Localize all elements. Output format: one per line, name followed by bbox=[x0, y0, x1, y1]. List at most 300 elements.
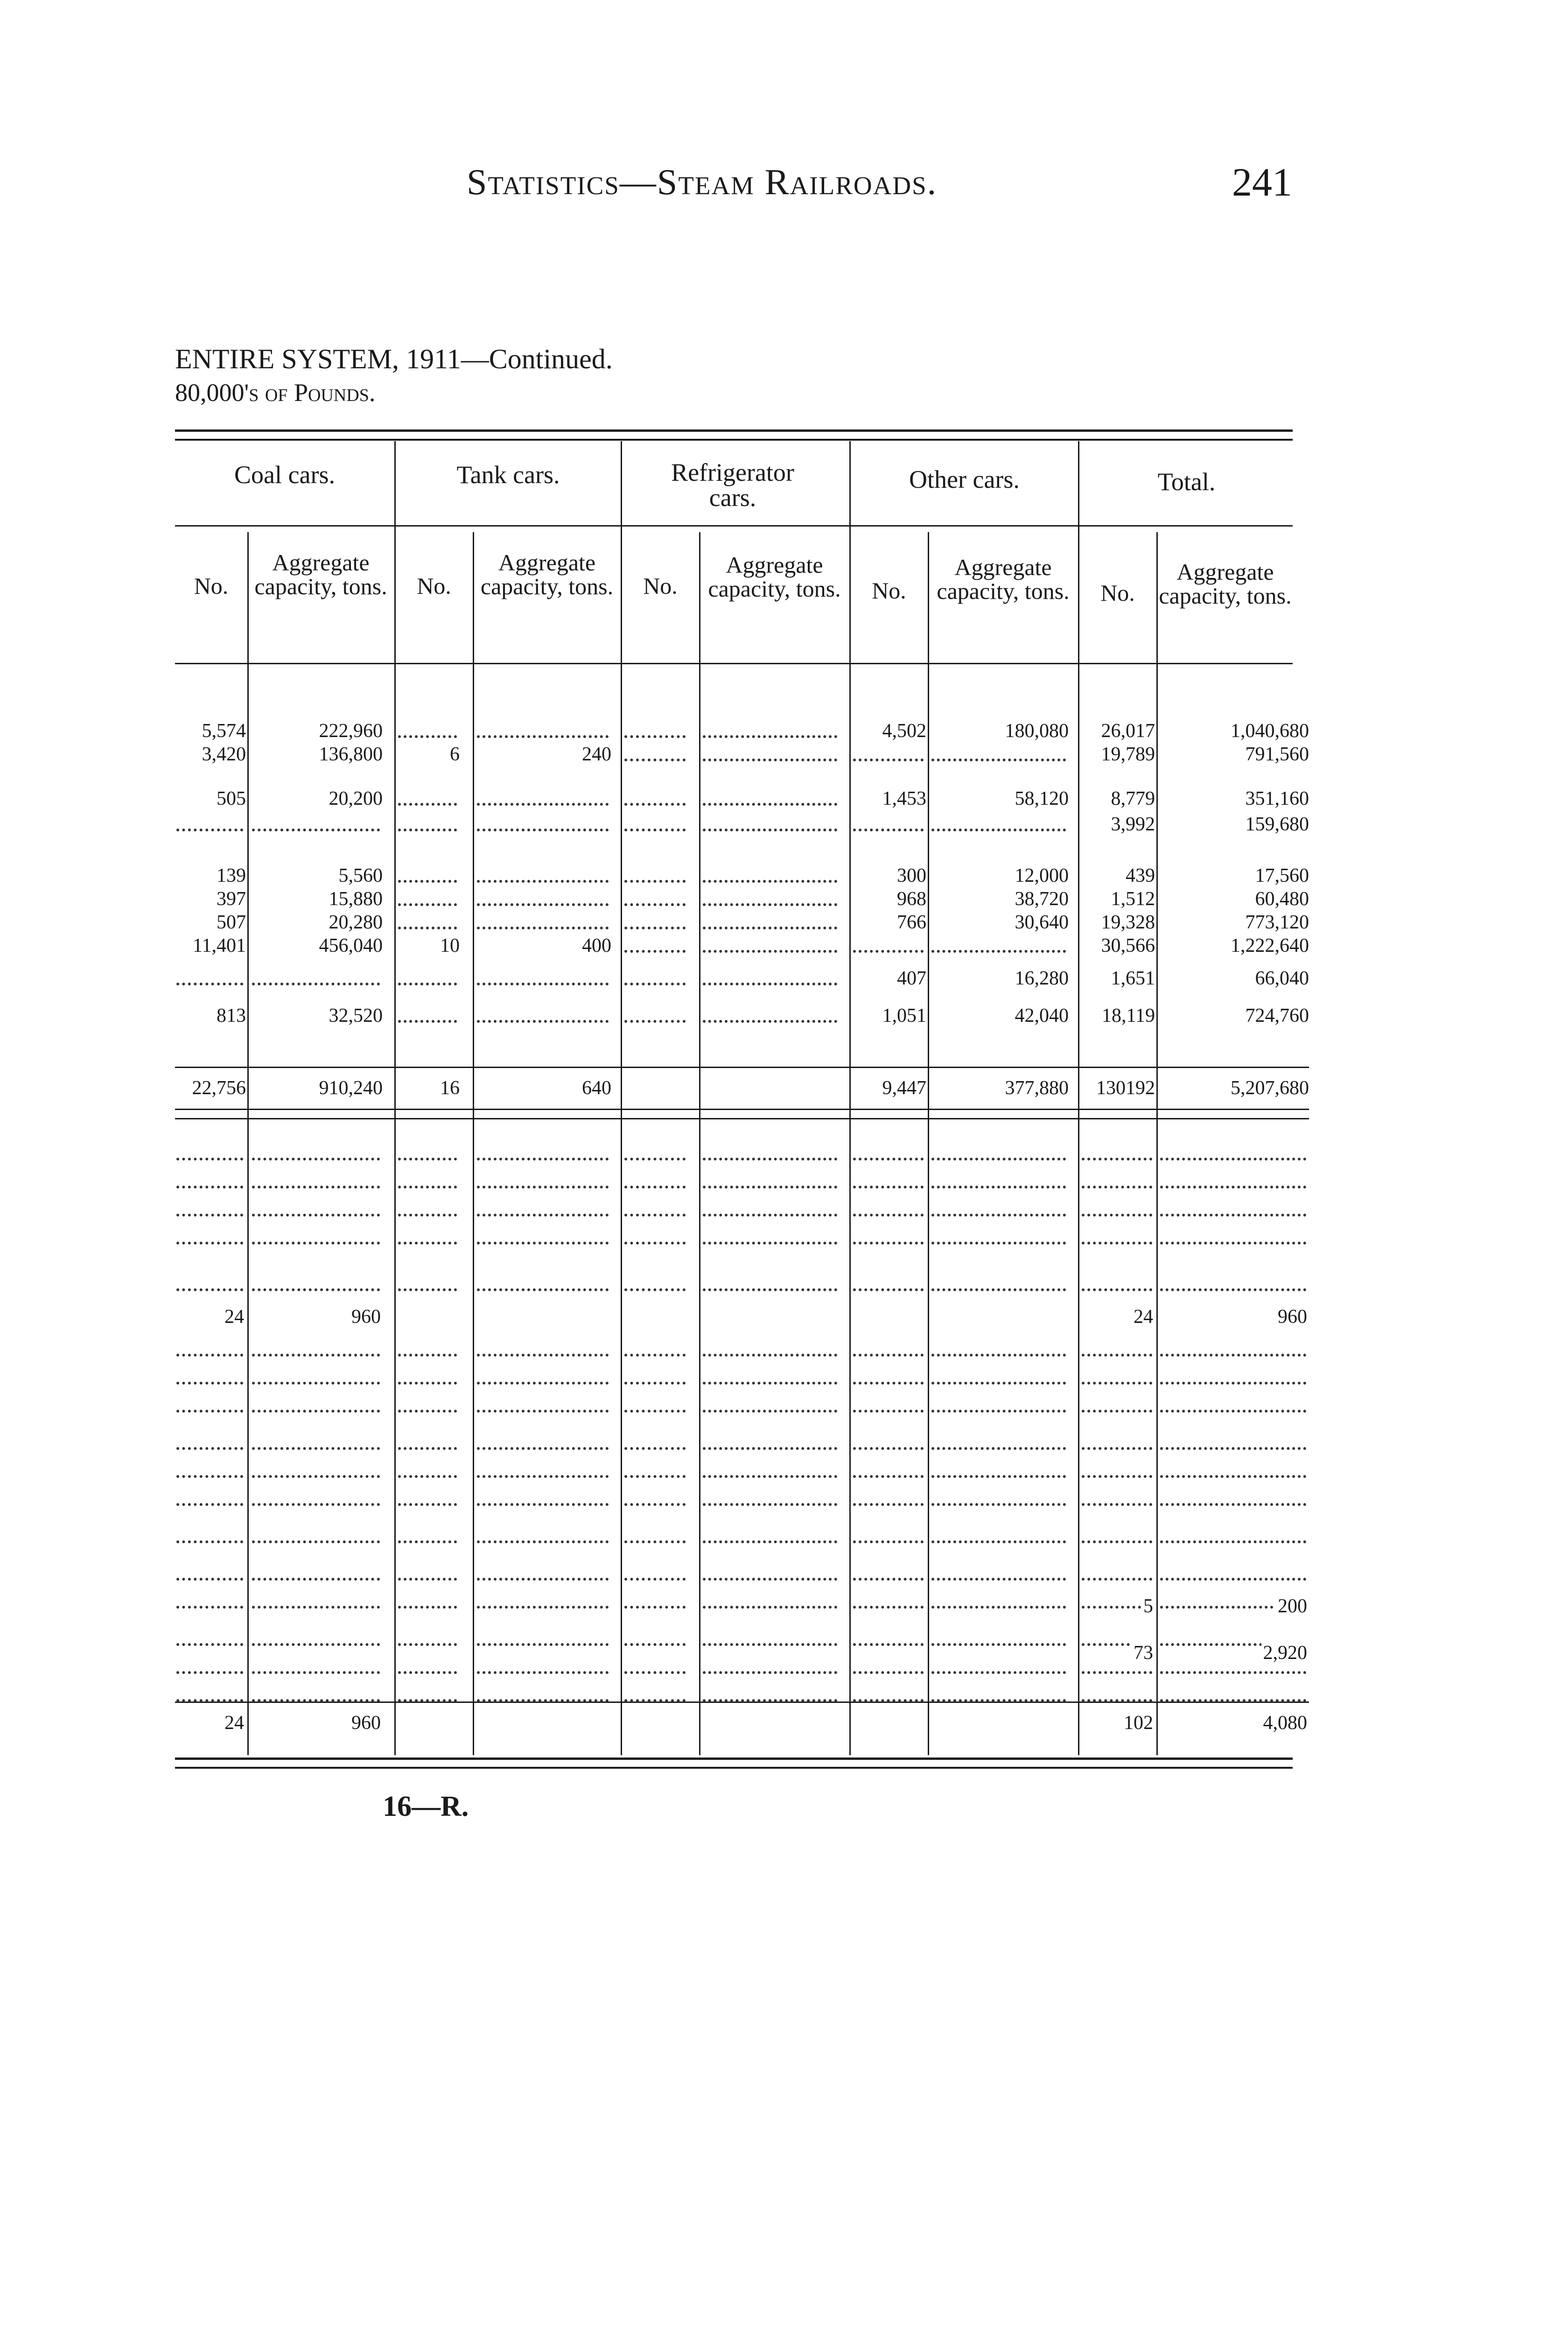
leader-dots bbox=[703, 1578, 837, 1581]
section2-cell-total-cap: 960 bbox=[1276, 1307, 1309, 1327]
leader-dots bbox=[624, 1643, 686, 1646]
leader-dots bbox=[1082, 1578, 1152, 1581]
leader-dots bbox=[931, 1447, 1066, 1450]
leader-dots bbox=[477, 1578, 609, 1581]
leader-dots bbox=[703, 1354, 837, 1357]
leader-dots bbox=[624, 1382, 686, 1385]
total-cell-coal-no: 22,756 bbox=[192, 1077, 246, 1099]
table-cell-total-cap: 724,760 bbox=[1245, 1005, 1309, 1026]
leader-dots bbox=[624, 1410, 686, 1413]
leader-dots bbox=[252, 983, 380, 985]
leader-dots bbox=[477, 927, 609, 929]
refrigerator-capacity-header: Aggregate capacity, tons. bbox=[708, 552, 841, 602]
table-top-rule-2 bbox=[175, 439, 1293, 441]
leader-dots bbox=[398, 1158, 457, 1160]
leader-dots bbox=[1082, 1186, 1152, 1188]
leader-dots bbox=[703, 1020, 837, 1023]
leader-dots bbox=[1082, 1671, 1152, 1674]
refrigerator-no-header: No. bbox=[643, 573, 678, 599]
table-cell-total-cap: 60,480 bbox=[1255, 888, 1309, 910]
leader-dots bbox=[477, 1214, 609, 1216]
leader-dots bbox=[176, 1354, 243, 1357]
total-cell-other-no: 9,447 bbox=[882, 1077, 926, 1099]
leader-dots bbox=[252, 1242, 380, 1244]
leader-dots bbox=[703, 759, 837, 761]
column-divider bbox=[1078, 441, 1079, 1755]
leader-dots bbox=[398, 880, 457, 883]
total-rule bbox=[175, 1118, 1309, 1119]
column-divider bbox=[928, 532, 929, 1755]
header-separator bbox=[175, 525, 1293, 527]
leader-dots bbox=[176, 1643, 243, 1646]
leader-dots bbox=[624, 1214, 686, 1216]
leader-dots bbox=[176, 1447, 243, 1450]
leader-dots bbox=[853, 1158, 924, 1160]
leader-dots bbox=[1082, 1540, 1152, 1543]
table-cell-total-no: 1,651 bbox=[1111, 968, 1155, 989]
leader-dots bbox=[1082, 1214, 1152, 1216]
leader-dots bbox=[931, 1288, 1066, 1291]
leader-dots bbox=[703, 903, 837, 906]
group-header-tank: Tank cars. bbox=[456, 461, 560, 489]
leader-dots bbox=[1160, 1671, 1306, 1674]
table-cell-coal-no: 397 bbox=[217, 888, 246, 910]
coal-capacity-header: Aggregate capacity, tons. bbox=[254, 549, 387, 599]
leader-dots bbox=[252, 1382, 380, 1385]
leader-dots bbox=[853, 1540, 924, 1543]
leader-dots bbox=[853, 1475, 924, 1478]
leader-dots bbox=[931, 1578, 1066, 1581]
leader-dots bbox=[1082, 1447, 1152, 1450]
table-cell-coal-no: 5,574 bbox=[202, 720, 246, 742]
leader-dots bbox=[624, 1020, 686, 1023]
table-cell-total-cap: 66,040 bbox=[1255, 968, 1309, 989]
leader-dots bbox=[1160, 1354, 1306, 1357]
leader-dots bbox=[477, 803, 609, 806]
table-cell-total-cap: 773,120 bbox=[1245, 912, 1309, 933]
leader-dots bbox=[176, 1382, 243, 1385]
leader-dots bbox=[703, 735, 837, 738]
leader-dots bbox=[398, 1540, 457, 1543]
leader-dots bbox=[1082, 1475, 1152, 1478]
leader-dots bbox=[176, 1214, 243, 1216]
leader-dots bbox=[931, 829, 1066, 831]
total-cell-total-cap: 5,207,680 bbox=[1231, 1077, 1309, 1099]
column-divider bbox=[473, 532, 474, 1755]
leader-dots bbox=[176, 1540, 243, 1543]
table-cell-total-no: 8,779 bbox=[1111, 788, 1155, 809]
total-rule bbox=[175, 1109, 1309, 1110]
table-cell-coal-cap: 222,960 bbox=[319, 720, 383, 742]
total-no-header: No. bbox=[1100, 580, 1135, 606]
leader-dots bbox=[176, 983, 243, 985]
group-header-coal: Coal cars. bbox=[234, 461, 335, 489]
leader-dots bbox=[398, 927, 457, 929]
leader-dots bbox=[1160, 1475, 1306, 1478]
leader-dots bbox=[853, 1503, 924, 1506]
leader-dots bbox=[477, 1643, 609, 1646]
leader-dots bbox=[931, 1242, 1066, 1244]
leader-dots bbox=[1160, 1382, 1306, 1385]
table-cell-tank-no: 10 bbox=[440, 935, 460, 956]
leader-dots bbox=[853, 1288, 924, 1291]
leader-dots bbox=[624, 1186, 686, 1188]
table-cell-coal-no: 11,401 bbox=[193, 935, 246, 956]
leader-dots bbox=[853, 1606, 924, 1609]
table-cell-other-cap: 42,040 bbox=[1015, 1005, 1069, 1026]
table-cell-total-cap: 1,040,680 bbox=[1231, 720, 1309, 742]
table-top-rule bbox=[175, 429, 1293, 432]
leader-dots bbox=[624, 1354, 686, 1357]
leader-dots bbox=[1082, 1242, 1152, 1244]
leader-dots bbox=[252, 1475, 380, 1478]
leader-dots bbox=[252, 1410, 380, 1413]
leader-dots bbox=[703, 1503, 837, 1506]
table-cell-other-cap: 16,280 bbox=[1015, 968, 1069, 989]
running-header-title: Statistics—Steam Railroads. bbox=[467, 162, 938, 202]
leader-dots bbox=[1082, 1410, 1152, 1413]
table-cell-other-cap: 58,120 bbox=[1015, 788, 1069, 809]
section2-cell-total-no: 24 bbox=[1132, 1307, 1155, 1327]
leader-dots bbox=[624, 950, 686, 953]
group-header-refrigerator: Refrigerator cars. bbox=[671, 458, 794, 512]
table-cell-coal-cap: 20,200 bbox=[329, 788, 383, 809]
leader-dots bbox=[853, 1410, 924, 1413]
leader-dots bbox=[398, 1354, 457, 1357]
leader-dots bbox=[398, 1242, 457, 1244]
leader-dots bbox=[477, 829, 609, 831]
leader-dots bbox=[853, 1643, 924, 1646]
leader-dots bbox=[477, 1503, 609, 1506]
table-cell-total-no: 439 bbox=[1126, 865, 1155, 886]
table-unit: 80,000's of Pounds. bbox=[175, 379, 376, 407]
leader-dots bbox=[931, 759, 1066, 761]
leader-dots bbox=[176, 1671, 243, 1674]
leader-dots bbox=[252, 1186, 380, 1188]
table-cell-other-no: 766 bbox=[897, 912, 926, 933]
leader-dots bbox=[931, 1475, 1066, 1478]
leader-dots bbox=[931, 1354, 1066, 1357]
table-cell-other-no: 1,453 bbox=[882, 788, 926, 809]
table-cell-total-cap: 791,560 bbox=[1245, 744, 1309, 765]
table-cell-total-no: 1,512 bbox=[1111, 888, 1155, 910]
tank-capacity-header: Aggregate capacity, tons. bbox=[480, 549, 614, 599]
leader-dots bbox=[931, 1382, 1066, 1385]
leader-dots bbox=[477, 1606, 609, 1609]
leader-dots bbox=[398, 1020, 457, 1023]
leader-dots bbox=[477, 1475, 609, 1478]
signature-mark: 16—R. bbox=[383, 1791, 469, 1822]
section2-cell-total-no: 73 bbox=[1132, 1643, 1155, 1663]
leader-dots bbox=[703, 1410, 837, 1413]
leader-dots bbox=[624, 803, 686, 806]
section2-cell-total-no: 5 bbox=[1141, 1596, 1155, 1616]
section2-total-total-cap: 4,080 bbox=[1261, 1713, 1309, 1733]
leader-dots bbox=[252, 1447, 380, 1450]
leader-dots bbox=[931, 1540, 1066, 1543]
leader-dots bbox=[1160, 1288, 1306, 1291]
leader-dots bbox=[252, 1606, 380, 1609]
leader-dots bbox=[176, 1186, 243, 1188]
leader-dots bbox=[398, 1578, 457, 1581]
column-divider bbox=[621, 441, 622, 1755]
leader-dots bbox=[477, 1354, 609, 1357]
table-cell-coal-cap: 20,280 bbox=[329, 912, 383, 933]
table-cell-coal-no: 139 bbox=[217, 865, 246, 886]
leader-dots bbox=[398, 1382, 457, 1385]
leader-dots bbox=[398, 1447, 457, 1450]
leader-dots bbox=[1082, 1288, 1152, 1291]
leader-dots bbox=[1082, 1158, 1152, 1160]
section2-cell-coal-no: 24 bbox=[223, 1307, 246, 1327]
leader-dots bbox=[703, 829, 837, 831]
leader-dots bbox=[703, 880, 837, 883]
leader-dots bbox=[398, 803, 457, 806]
leader-dots bbox=[703, 983, 837, 985]
leader-dots bbox=[853, 950, 924, 953]
leader-dots bbox=[853, 1382, 924, 1385]
leader-dots bbox=[931, 1606, 1066, 1609]
leader-dots bbox=[931, 950, 1066, 953]
section2-total-coal-no: 24 bbox=[223, 1713, 246, 1733]
section2-cell-coal-cap: 960 bbox=[350, 1307, 383, 1327]
leader-dots bbox=[477, 735, 609, 738]
leader-dots bbox=[1160, 1186, 1306, 1188]
group-header-other: Other cars. bbox=[909, 465, 1020, 493]
table-cell-coal-no: 507 bbox=[217, 912, 246, 933]
total-cell-coal-cap: 910,240 bbox=[319, 1077, 383, 1099]
leader-dots bbox=[624, 1671, 686, 1674]
leader-dots bbox=[477, 1020, 609, 1023]
leader-dots bbox=[477, 1447, 609, 1450]
column-divider bbox=[1156, 532, 1158, 1755]
leader-dots bbox=[703, 1475, 837, 1478]
leader-dots bbox=[477, 1158, 609, 1160]
total-cell-total-no: 130192 bbox=[1096, 1077, 1155, 1099]
leader-dots bbox=[703, 1186, 837, 1188]
leader-dots bbox=[703, 1447, 837, 1450]
leader-dots bbox=[398, 735, 457, 738]
total-cell-tank-cap: 640 bbox=[582, 1077, 611, 1099]
leader-dots bbox=[176, 829, 243, 831]
leader-dots bbox=[176, 1242, 243, 1244]
table-cell-coal-no: 505 bbox=[217, 788, 246, 809]
leader-dots bbox=[624, 1578, 686, 1581]
total-cell-other-cap: 377,880 bbox=[1005, 1077, 1069, 1099]
other-capacity-header: Aggregate capacity, tons. bbox=[937, 554, 1070, 604]
leader-dots bbox=[624, 903, 686, 906]
header-separator bbox=[175, 663, 1293, 664]
leader-dots bbox=[624, 735, 686, 738]
leader-dots bbox=[853, 1354, 924, 1357]
leader-dots bbox=[1082, 1503, 1152, 1506]
leader-dots bbox=[477, 1382, 609, 1385]
table-cell-coal-cap: 5,560 bbox=[338, 865, 383, 886]
table-cell-total-no: 18,119 bbox=[1102, 1005, 1155, 1026]
leader-dots bbox=[931, 1643, 1066, 1646]
leader-dots bbox=[176, 1578, 243, 1581]
leader-dots bbox=[624, 1540, 686, 1543]
leader-dots bbox=[853, 1671, 924, 1674]
leader-dots bbox=[1160, 1578, 1306, 1581]
leader-dots bbox=[398, 829, 457, 831]
table-bottom-rule bbox=[175, 1758, 1293, 1760]
leader-dots bbox=[398, 1643, 457, 1646]
leader-dots bbox=[703, 803, 837, 806]
leader-dots bbox=[1160, 1447, 1306, 1450]
leader-dots bbox=[703, 927, 837, 929]
table-cell-total-no: 19,328 bbox=[1101, 912, 1155, 933]
column-divider bbox=[247, 532, 249, 1755]
table-cell-other-no: 407 bbox=[897, 968, 926, 989]
section2-cell-total-cap: 2,920 bbox=[1261, 1643, 1309, 1663]
leader-dots bbox=[176, 1606, 243, 1609]
leader-dots bbox=[853, 829, 924, 831]
leader-dots bbox=[176, 1158, 243, 1160]
leader-dots bbox=[398, 1410, 457, 1413]
leader-dots bbox=[624, 829, 686, 831]
leader-dots bbox=[477, 983, 609, 985]
leader-dots bbox=[1160, 1214, 1306, 1216]
leader-dots bbox=[176, 1410, 243, 1413]
table-cell-coal-cap: 456,040 bbox=[319, 935, 383, 956]
leader-dots bbox=[176, 1475, 243, 1478]
leader-dots bbox=[252, 1288, 380, 1291]
table-cell-other-cap: 180,080 bbox=[1005, 720, 1069, 742]
table-cell-coal-no: 813 bbox=[217, 1005, 246, 1026]
leader-dots bbox=[176, 1288, 243, 1291]
leader-dots bbox=[398, 1288, 457, 1291]
leader-dots bbox=[1082, 1382, 1152, 1385]
table-cell-coal-cap: 32,520 bbox=[329, 1005, 383, 1026]
leader-dots bbox=[477, 1540, 609, 1543]
table-cell-tank-no: 6 bbox=[450, 744, 460, 765]
section2-total-total-no: 102 bbox=[1122, 1713, 1155, 1733]
table-cell-tank-cap: 240 bbox=[582, 744, 611, 765]
table-cell-other-cap: 12,000 bbox=[1015, 865, 1069, 886]
leader-dots bbox=[477, 903, 609, 906]
leader-dots bbox=[931, 1410, 1066, 1413]
leader-dots bbox=[252, 1214, 380, 1216]
leader-dots bbox=[624, 927, 686, 929]
table-cell-coal-cap: 15,880 bbox=[329, 888, 383, 910]
leader-dots bbox=[252, 1354, 380, 1357]
leader-dots bbox=[252, 1503, 380, 1506]
section2-total-coal-cap: 960 bbox=[350, 1713, 383, 1733]
leader-dots bbox=[624, 880, 686, 883]
table-bottom-rule-2 bbox=[175, 1767, 1293, 1769]
leader-dots bbox=[624, 1158, 686, 1160]
leader-dots bbox=[477, 880, 609, 883]
leader-dots bbox=[624, 983, 686, 985]
leader-dots bbox=[624, 1475, 686, 1478]
leader-dots bbox=[853, 759, 924, 761]
group-header-total: Total. bbox=[1157, 468, 1216, 496]
leader-dots bbox=[252, 1158, 380, 1160]
leader-dots bbox=[398, 983, 457, 985]
table-cell-other-no: 4,502 bbox=[882, 720, 926, 742]
leader-dots bbox=[252, 1540, 380, 1543]
table-cell-total-no: 3,992 bbox=[1111, 814, 1155, 835]
leader-dots bbox=[931, 1158, 1066, 1160]
table-cell-total-no: 19,789 bbox=[1101, 744, 1155, 765]
leader-dots bbox=[477, 1186, 609, 1188]
leader-dots bbox=[703, 1158, 837, 1160]
table-cell-other-cap: 30,640 bbox=[1015, 912, 1069, 933]
leader-dots bbox=[624, 1447, 686, 1450]
table-cell-tank-cap: 400 bbox=[582, 935, 611, 956]
leader-dots bbox=[624, 1503, 686, 1506]
leader-dots bbox=[1160, 1242, 1306, 1244]
leader-dots bbox=[252, 829, 380, 831]
leader-dots bbox=[398, 903, 457, 906]
leader-dots bbox=[931, 1503, 1066, 1506]
total-capacity-header: Aggregate capacity, tons. bbox=[1159, 559, 1292, 609]
table-cell-total-cap: 17,560 bbox=[1255, 865, 1309, 886]
table-cell-other-no: 300 bbox=[897, 865, 926, 886]
leader-dots bbox=[853, 1447, 924, 1450]
leader-dots bbox=[398, 1186, 457, 1188]
leader-dots bbox=[703, 1671, 837, 1674]
leader-dots bbox=[703, 1643, 837, 1646]
leader-dots bbox=[703, 1540, 837, 1543]
leader-dots bbox=[477, 1410, 609, 1413]
section2-total-rule bbox=[175, 1701, 1309, 1703]
table-cell-total-no: 30,566 bbox=[1101, 935, 1155, 956]
leader-dots bbox=[1160, 1410, 1306, 1413]
leader-dots bbox=[477, 1242, 609, 1244]
table-caption: ENTIRE SYSTEM, 1911—Continued. bbox=[175, 344, 613, 374]
leader-dots bbox=[703, 1382, 837, 1385]
leader-dots bbox=[252, 1643, 380, 1646]
section2-cell-total-cap: 200 bbox=[1276, 1596, 1309, 1616]
leader-dots bbox=[398, 1214, 457, 1216]
leader-dots bbox=[176, 1503, 243, 1506]
leader-dots bbox=[931, 1214, 1066, 1216]
table-cell-other-no: 1,051 bbox=[882, 1005, 926, 1026]
leader-dots bbox=[624, 1606, 686, 1609]
leader-dots bbox=[1160, 1503, 1306, 1506]
leader-dots bbox=[1160, 1540, 1306, 1543]
leader-dots bbox=[703, 1288, 837, 1291]
table-cell-total-cap: 1,222,640 bbox=[1231, 935, 1309, 956]
table-cell-coal-no: 3,420 bbox=[202, 744, 246, 765]
leader-dots bbox=[853, 1214, 924, 1216]
column-divider bbox=[699, 532, 700, 1755]
leader-dots bbox=[703, 1606, 837, 1609]
page-number: 241 bbox=[1232, 160, 1292, 204]
leader-dots bbox=[853, 1578, 924, 1581]
leader-dots bbox=[703, 950, 837, 953]
leader-dots bbox=[1082, 1354, 1152, 1357]
leader-dots bbox=[252, 1671, 380, 1674]
table-cell-total-cap: 351,160 bbox=[1245, 788, 1309, 809]
leader-dots bbox=[703, 1214, 837, 1216]
table-cell-other-cap: 38,720 bbox=[1015, 888, 1069, 910]
leader-dots bbox=[398, 1671, 457, 1674]
leader-dots bbox=[1160, 1158, 1306, 1160]
table-cell-coal-cap: 136,800 bbox=[319, 744, 383, 765]
leader-dots bbox=[624, 759, 686, 761]
tank-no-header: No. bbox=[417, 573, 451, 599]
leader-dots bbox=[853, 1242, 924, 1244]
table-cell-total-no: 26,017 bbox=[1101, 720, 1155, 742]
coal-no-header: No. bbox=[194, 573, 229, 599]
other-no-header: No. bbox=[872, 577, 906, 604]
column-divider bbox=[394, 441, 396, 1755]
total-rule bbox=[175, 1067, 1309, 1068]
table-cell-other-no: 968 bbox=[897, 888, 926, 910]
